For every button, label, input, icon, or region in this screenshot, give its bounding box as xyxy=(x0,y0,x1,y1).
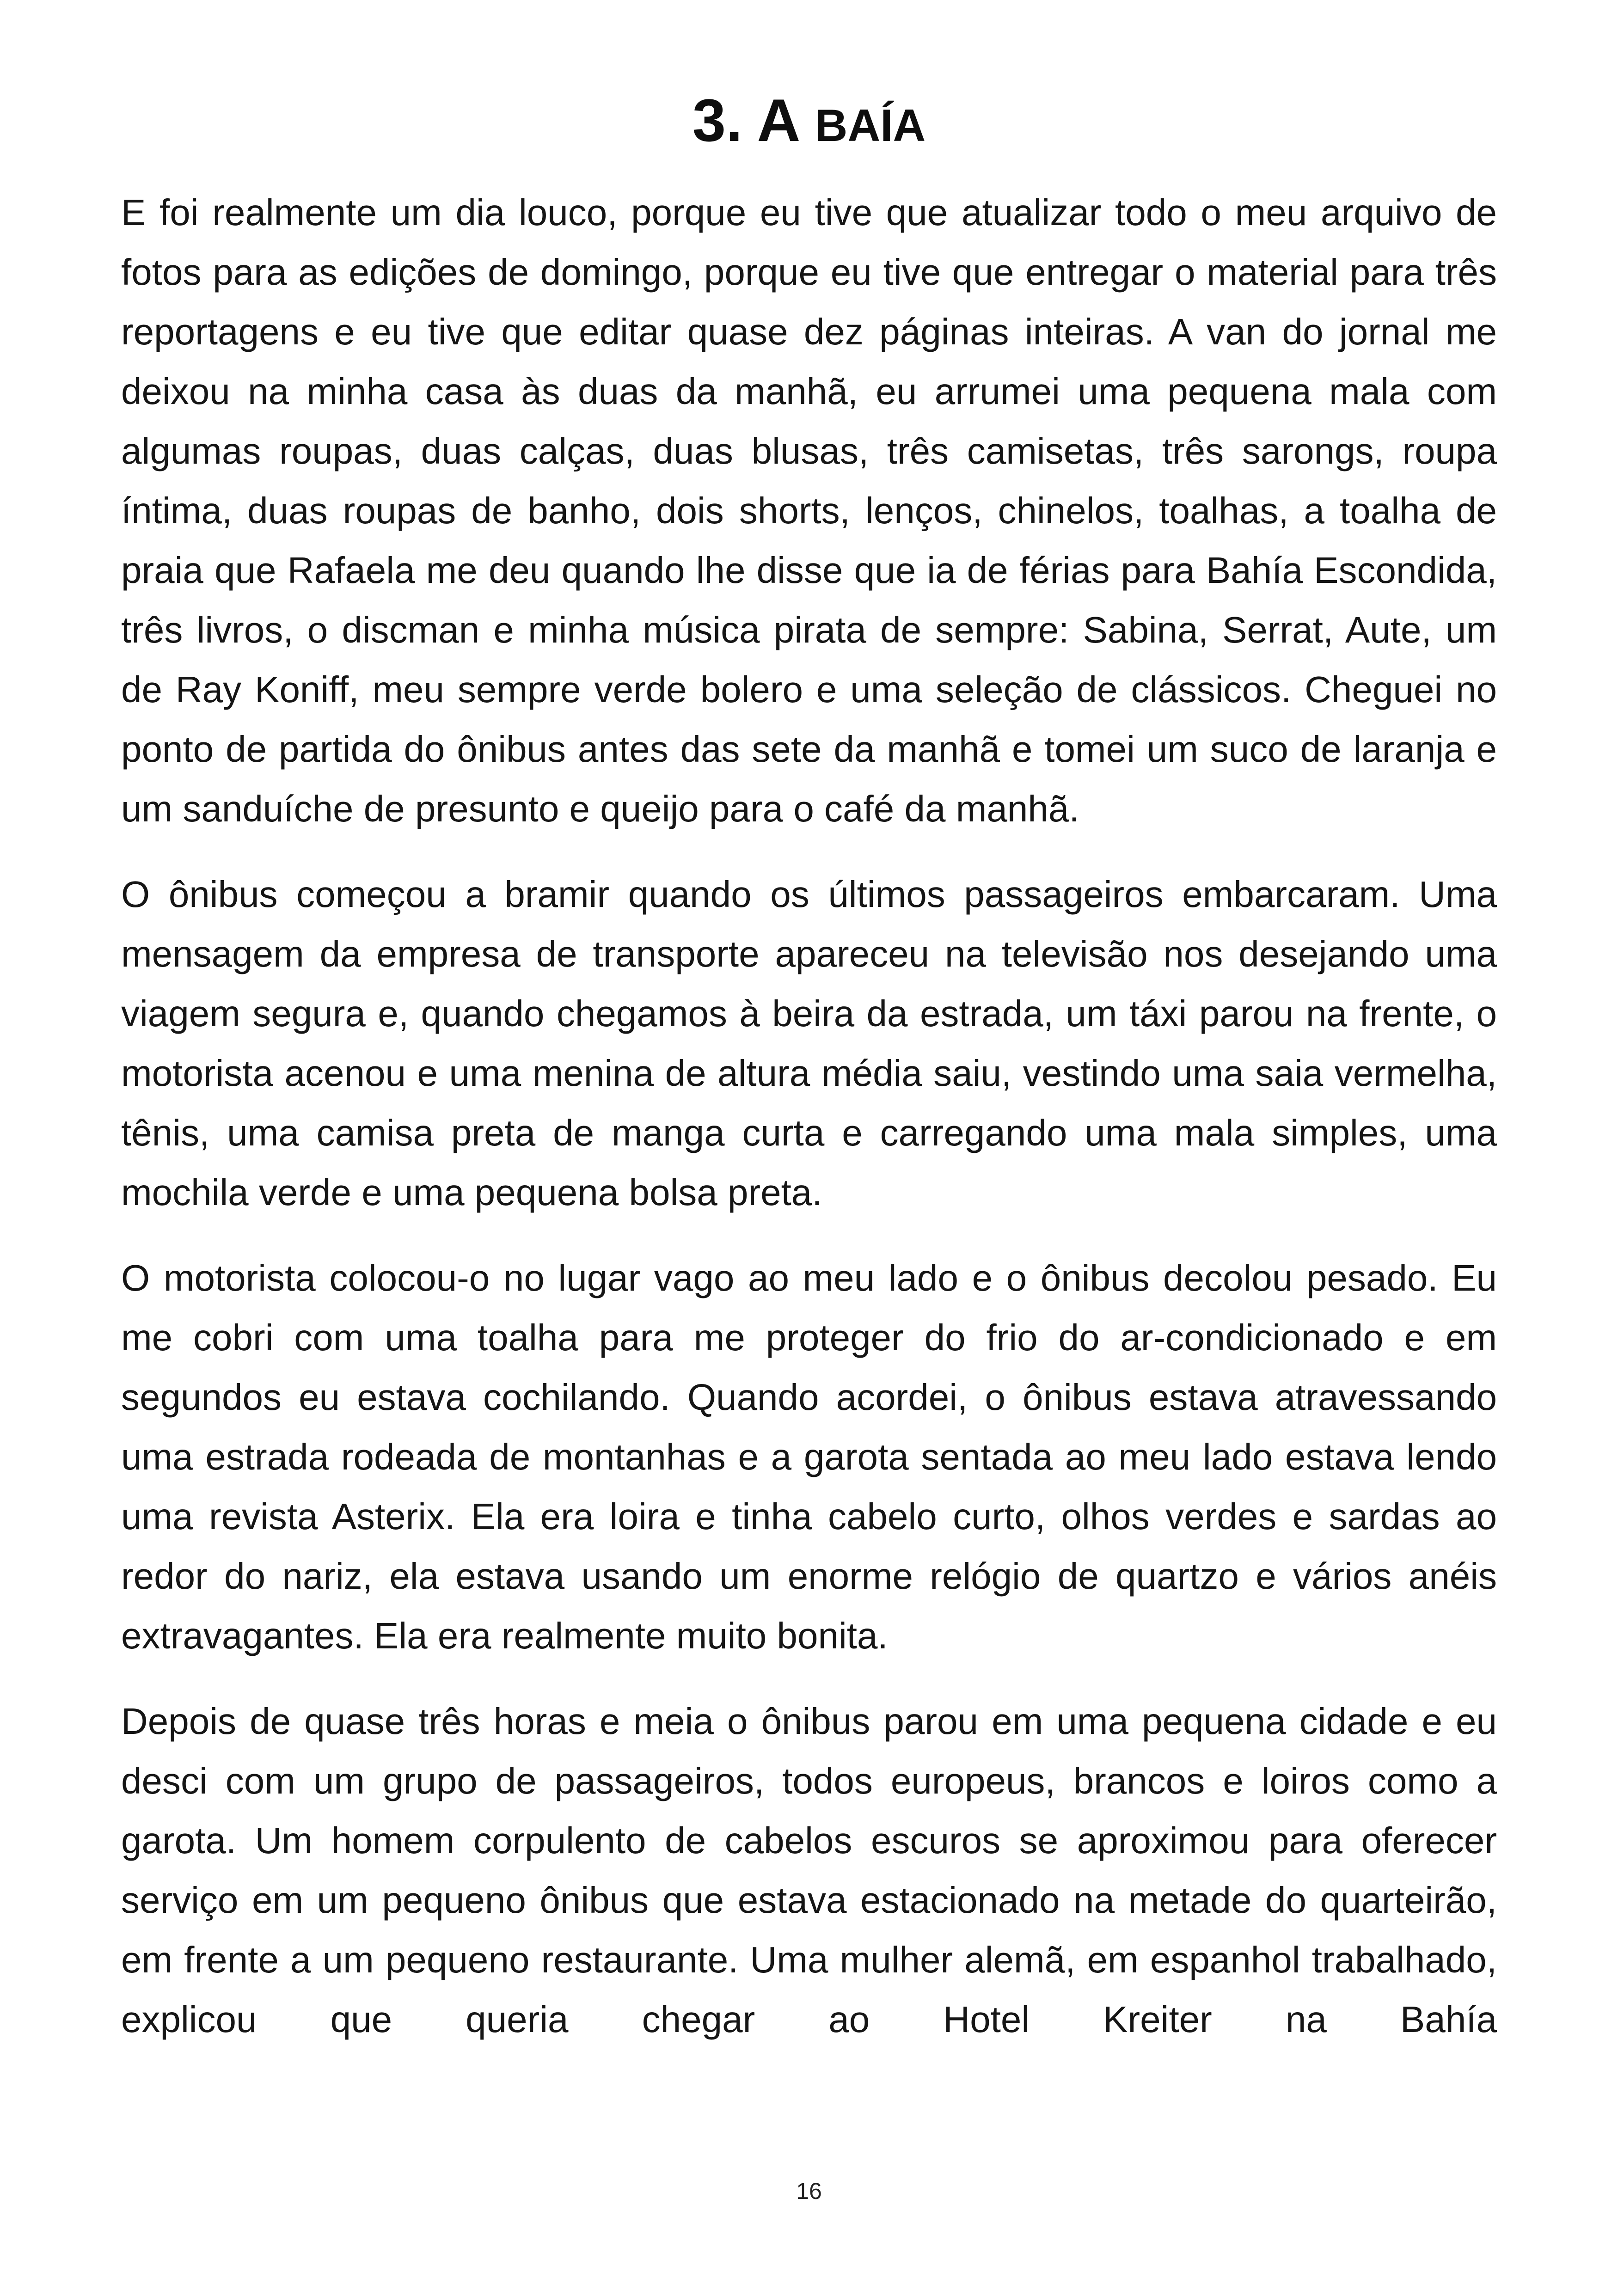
body-text xyxy=(121,183,1497,2075)
chapter-number: 3. xyxy=(692,86,743,154)
chapter-title-rest: BAÍA xyxy=(815,100,926,151)
paragraph: E foi realmente um dia louco, porque eu tive que atualizar todo o meu arquivo de fotos para as edições de domingo, porque eu tive que entregar o material para três reportagens e eu tive que editar quase dez páginas inteiras. A van do jornal me deixou na minha casa às duas da manhã, eu arrumei uma pequena mala com algumas roupas, duas calças, duas blusas, três camisetas, três sarongs, roupa íntima, duas roupas de banho, dois shorts, lenços, chinelos, toalhas, a toalha de praia que Rafaela me deu quando lhe disse que ia de férias para Bahía Escondida, três livros, o discman e minha música pirata de sempre: Sabina, Serrat, Aute, um de Ray Koniff, meu sempre verde bolero e uma seleção de clássicos. Cheguei no ponto de partida do ônibus antes das sete da manhã e tomei um suco de laranja e um sanduíche de presunto e queijo para o café da manhã. xyxy=(121,192,1497,829)
chapter-title-initial: A xyxy=(757,86,798,154)
paragraph: O ônibus começou a bramir quando os últimos passageiros embarcaram. Uma mensagem da empresa de transporte apareceu na televisão nos desejando uma viagem segura e, quando chegamos à beira da estrada, um táxi parou na frente, o motorista acenou e uma menina de altura média saiu, vestindo uma saia vermelha, tênis, uma camisa preta de manga curta e carregando uma mala simples, uma mochila verde e uma pequena bolsa preta. xyxy=(121,874,1497,1213)
paragraph: Depois de quase três horas e meia o ônibus parou em uma pequena cidade e eu desci com um grupo de passageiros, todos europeus, brancos e loiros como a garota. Um homem corpulento de cabelos escuros se aproximou para oferecer serviço em um pequeno ônibus que estava estacionado na metade do quarteirão, em frente a um pequeno restaurante. Uma mulher alemã, em espanhol trabalhado, explicou que queria chegar ao Hotel Kreiter na Bahía xyxy=(121,1701,1497,2040)
page-number: 16 xyxy=(796,2178,822,2204)
chapter-title xyxy=(0,81,1618,165)
paragraph: O motorista colocou-o no lugar vago ao meu lado e o ônibus decolou pesado. Eu me cobri com uma toalha para me proteger do frio do ar-condicionado e em segundos eu estava cochilando. Quando acordei, o ônibus estava atravessando uma estrada rodeada de montanhas e a garota sentada ao meu lado estava lendo uma revista Asterix. Ela era loira e tinha cabelo curto, olhos verdes e sardas ao redor do nariz, ela estava usando um enorme relógio de quartzo e vários anéis extravagantes. Ela era realmente muito bonita. xyxy=(121,1257,1497,1656)
